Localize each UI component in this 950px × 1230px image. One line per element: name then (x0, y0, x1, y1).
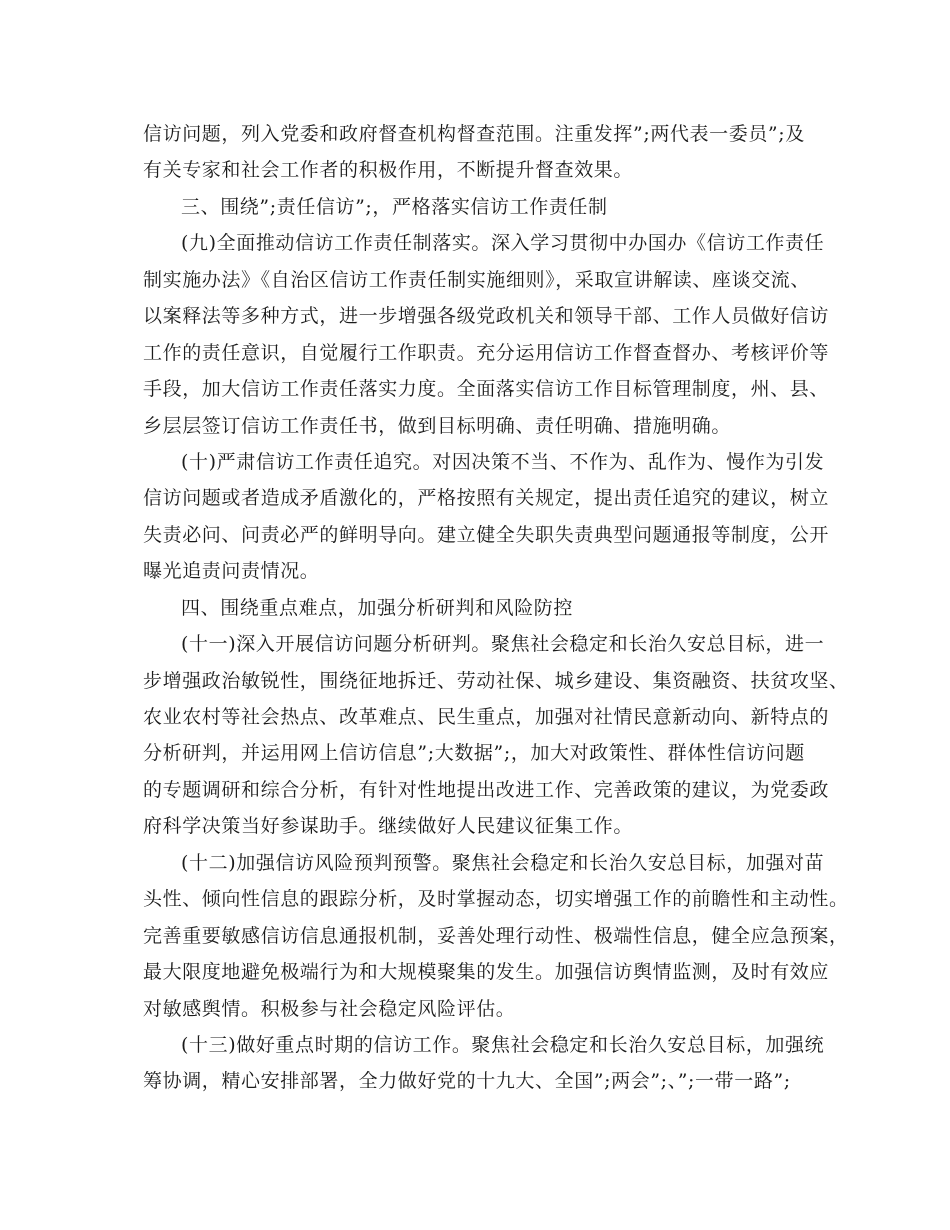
paragraph-line: 筹协调，精心安排部署，全力做好党的十九大、全国”;两会”;、”;一带一路”; (143, 1070, 791, 1093)
paragraph-line: 分析研判，并运用网上信访信息”;大数据”;，加大对政策性、群体性信访问题 (143, 742, 805, 765)
paragraph-line: 府科学决策当好参谋助手。继续做好人民建议征集工作。 (143, 815, 634, 838)
paragraph-line: 头性、倾向性信息的跟踪分析，及时掌握动态，切实增强工作的前瞻性和主动性。 (143, 888, 849, 911)
paragraph-first-line: (十三)做好重点时期的信访工作。聚焦社会稳定和长治久安总目标，加强统 (181, 1033, 825, 1056)
paragraph-line: 农业农村等社会热点、改革难点、民生重点，加强对社情民意新动向、新特点的 (143, 706, 830, 728)
paragraph-line: 最大限度地避免极端行为和大规模聚集的发生。加强信访舆情监测，及时有效应 (143, 961, 830, 984)
paragraph-first-line: (十一)深入开展信访问题分析研判。聚焦社会稳定和长治久安总目标，进一 (181, 633, 825, 656)
paragraph-line: 制实施办法》《自治区信访工作责任制实施细则》，采取宣讲解读、座谈交流、 (143, 268, 811, 291)
paragraph-line: 手段，加大信访工作责任落实力度。全面落实信访工作目标管理制度，州、县、 (143, 378, 830, 401)
paragraph-line: 有关专家和社会工作者的积极作用，不断提升督查效果。 (143, 159, 634, 182)
paragraph-first-line: 三、围绕”;责任信访”;，严格落实信访工作责任制 (181, 195, 608, 218)
paragraph-line: 工作的责任意识，自觉履行工作职责。充分运用信访工作督查督办、考核评价等 (143, 341, 830, 364)
paragraph-line: 失责必问、问责必严的鲜明导向。建立健全失职失责典型问题通报等制度，公开 (143, 523, 830, 546)
paragraph-first-line: (十)严肃信访工作责任追究。对因决策不当、不作为、乱作为、慢作为引发 (181, 450, 825, 473)
paragraph-line: 曝光追责问责情况。 (143, 560, 320, 583)
paragraph-line: 信访问题或者造成矛盾激化的，严格按照有关规定，提出责任追究的建议，树立 (143, 487, 830, 510)
paragraph-first-line: (九)全面推动信访工作责任制落实。深入学习贯彻中办国办《信访工作责任 (181, 232, 825, 255)
paragraph-line: 的专题调研和综合分析，有针对性地提出改进工作、完善政策的建议，为党委政 (143, 778, 830, 801)
paragraph-first-line: 四、围绕重点难点，加强分析研判和风险防控 (181, 596, 574, 619)
paragraph-first-line: (十二)加强信访风险预判预警。聚焦社会稳定和长治久安总目标，加强对苗 (181, 851, 825, 874)
paragraph-line: 信访问题，列入党委和政府督查机构督查范围。注重发挥”;两代表一委员”;及 (143, 123, 805, 145)
paragraph-line: 对敏感舆情。积极参与社会稳定风险评估。 (143, 997, 516, 1020)
paragraph-line: 乡层层签订信访工作责任书，做到目标明确、责任明确、措施明确。 (143, 414, 732, 437)
document-body (143, 116, 849, 1100)
paragraph-line: 以案释法等多种方式，进一步增强各级党政机关和领导干部、工作人员做好信访 (143, 305, 830, 328)
paragraph-line: 完善重要敏感信访信息通报机制，妥善处理行动性、极端性信息，健全应急预案， (143, 924, 849, 947)
paragraph-line: 步增强政治敏锐性，围绕征地拆迁、劳动社保、城乡建设、集资融资、扶贫攻坚、 (143, 669, 849, 692)
